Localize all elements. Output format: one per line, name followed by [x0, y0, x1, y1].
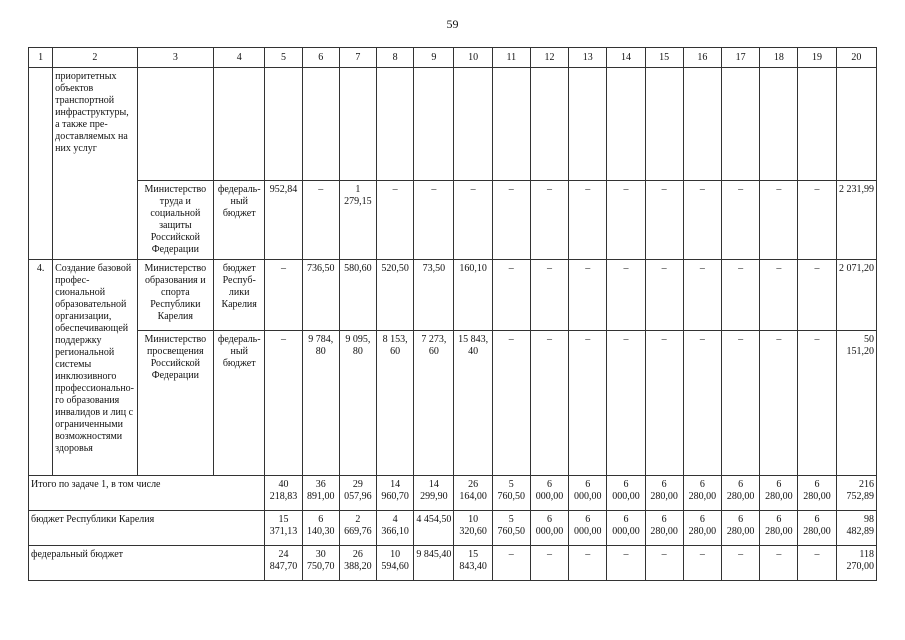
empty-cell — [492, 68, 530, 181]
value-cell: – — [530, 331, 568, 476]
executor-cell: Министерство образования и спорта Республики Карелия — [137, 260, 213, 331]
table-row — [29, 331, 877, 476]
header-cell: 11 — [492, 48, 530, 68]
value-cell: – — [492, 181, 530, 260]
value-cell: 26 388,20 — [339, 546, 376, 581]
value-cell: – — [722, 331, 760, 476]
value-cell: 15 843,40 — [454, 546, 492, 581]
empty-cell — [607, 68, 645, 181]
value-cell: – — [760, 546, 798, 581]
value-cell: – — [569, 546, 607, 581]
value-cell: 736,50 — [302, 260, 339, 331]
value-cell: – — [722, 260, 760, 331]
value-cell: 9 095, 80 — [339, 331, 376, 476]
empty-cell — [569, 68, 607, 181]
value-cell: – — [760, 181, 798, 260]
table-row — [29, 68, 877, 181]
value-cell: 6 000,00 — [530, 511, 568, 546]
header-row — [29, 48, 877, 68]
value-cell: 4 454,50 — [414, 511, 454, 546]
header-cell: 9 — [414, 48, 454, 68]
header-cell: 12 — [530, 48, 568, 68]
value-cell: 6 280,00 — [645, 476, 683, 511]
table-row — [29, 260, 877, 331]
value-cell: – — [722, 181, 760, 260]
value-cell: – — [530, 546, 568, 581]
empty-cell — [798, 68, 836, 181]
value-cell: 15 371,13 — [265, 511, 302, 546]
empty-cell — [339, 68, 376, 181]
header-cell: 1 — [29, 48, 53, 68]
budget-table — [28, 47, 877, 581]
empty-cell — [137, 68, 213, 181]
value-cell: 6 280,00 — [760, 511, 798, 546]
total-label: федеральный бюджет — [29, 546, 265, 581]
header-cell: 10 — [454, 48, 492, 68]
value-cell: – — [414, 181, 454, 260]
value-cell: – — [683, 546, 721, 581]
value-cell: 2 669,76 — [339, 511, 376, 546]
header-cell: 15 — [645, 48, 683, 68]
value-cell: 580,60 — [339, 260, 376, 331]
value-cell: 6 280,00 — [683, 511, 721, 546]
value-cell: – — [645, 546, 683, 581]
value-cell: – — [569, 181, 607, 260]
value-cell: 9 784, 80 — [302, 331, 339, 476]
total-label: бюджет Республики Карелия — [29, 511, 265, 546]
value-cell: 73,50 — [414, 260, 454, 331]
header-cell: 6 — [302, 48, 339, 68]
value-cell: – — [492, 260, 530, 331]
value-cell: 6 280,00 — [722, 511, 760, 546]
source-cell: федераль-ный бюджет — [214, 331, 265, 476]
header-cell: 13 — [569, 48, 607, 68]
header-cell: 4 — [214, 48, 265, 68]
value-cell: 5 760,50 — [492, 511, 530, 546]
value-cell: – — [265, 260, 302, 331]
executor-cell: Министерство труда и социальной защиты Российской Федерации — [137, 181, 213, 260]
value-cell: – — [492, 546, 530, 581]
value-cell: – — [302, 181, 339, 260]
executor-cell: Министерство просвещения Российской Федерации — [137, 331, 213, 476]
header-cell: 19 — [798, 48, 836, 68]
total-row — [29, 511, 877, 546]
value-cell: 30 750,70 — [302, 546, 339, 581]
value-cell: – — [722, 546, 760, 581]
value-cell: 6 280,00 — [798, 511, 836, 546]
empty-cell — [683, 68, 721, 181]
empty-cell — [454, 68, 492, 181]
value-cell: 26 164,00 — [454, 476, 492, 511]
description-cell: Создание базовой профес-сиональной образовательной организации, обеспечивающей поддержку региональной системы инклюзивного профессионально-го образования инвалидов и лиц с ограниченными возможностями здоровья — [53, 260, 137, 476]
value-cell: 14 960,70 — [377, 476, 414, 511]
value-cell: 29 057,96 — [339, 476, 376, 511]
value-cell: 6 280,00 — [760, 476, 798, 511]
empty-cell — [722, 68, 760, 181]
total-row — [29, 476, 877, 511]
num-cell — [29, 68, 53, 260]
num-cell: 4. — [29, 260, 53, 476]
empty-cell — [530, 68, 568, 181]
header-cell: 3 — [137, 48, 213, 68]
page-number: 59 — [446, 17, 459, 31]
value-cell: 40 218,83 — [265, 476, 302, 511]
table-row — [29, 181, 877, 260]
value-cell: 14 299,90 — [414, 476, 454, 511]
value-cell: – — [569, 260, 607, 331]
value-cell: – — [530, 260, 568, 331]
value-cell: – — [607, 546, 645, 581]
value-cell: 50 151,20 — [836, 331, 876, 476]
value-cell: – — [607, 260, 645, 331]
value-cell: – — [798, 181, 836, 260]
value-cell: – — [798, 331, 836, 476]
value-cell: 7 273, 60 — [414, 331, 454, 476]
empty-cell — [302, 68, 339, 181]
header-cell: 20 — [836, 48, 876, 68]
value-cell: 36 891,00 — [302, 476, 339, 511]
empty-cell — [414, 68, 454, 181]
value-cell: 216 752,89 — [836, 476, 876, 511]
empty-cell — [377, 68, 414, 181]
value-cell: – — [798, 260, 836, 331]
value-cell: – — [683, 181, 721, 260]
value-cell: 952,84 — [265, 181, 302, 260]
empty-cell — [265, 68, 302, 181]
value-cell: 160,10 — [454, 260, 492, 331]
header-cell: 17 — [722, 48, 760, 68]
value-cell: – — [265, 331, 302, 476]
header-cell: 5 — [265, 48, 302, 68]
value-cell: – — [645, 260, 683, 331]
header-cell: 14 — [607, 48, 645, 68]
value-cell: 6 000,00 — [530, 476, 568, 511]
value-cell: 15 843, 40 — [454, 331, 492, 476]
value-cell: – — [645, 181, 683, 260]
value-cell: 1 279,15 — [339, 181, 376, 260]
value-cell: 24 847,70 — [265, 546, 302, 581]
value-cell: – — [607, 331, 645, 476]
value-cell: – — [492, 331, 530, 476]
header-cell: 16 — [683, 48, 721, 68]
value-cell: 6 280,00 — [722, 476, 760, 511]
source-cell: бюджет Респуб-лики Карелия — [214, 260, 265, 331]
value-cell: 6 000,00 — [607, 476, 645, 511]
header-cell: 2 — [53, 48, 137, 68]
value-cell: – — [798, 546, 836, 581]
value-cell: – — [683, 331, 721, 476]
source-cell: федераль-ный бюджет — [214, 181, 265, 260]
total-label: Итого по задаче 1, в том числе — [29, 476, 265, 511]
header-cell: 8 — [377, 48, 414, 68]
value-cell: 6 000,00 — [569, 511, 607, 546]
empty-cell — [760, 68, 798, 181]
value-cell: – — [760, 331, 798, 476]
value-cell: 520,50 — [377, 260, 414, 331]
description-cell: приоритетных объектов транспортной инфраструктуры, а также пре-доставляемых на них услуг — [53, 68, 137, 260]
value-cell: – — [569, 331, 607, 476]
value-cell: 9 845,40 — [414, 546, 454, 581]
value-cell: 8 153, 60 — [377, 331, 414, 476]
value-cell: 10 320,60 — [454, 511, 492, 546]
value-cell: 6 280,00 — [798, 476, 836, 511]
value-cell: 5 760,50 — [492, 476, 530, 511]
value-cell: 98 482,89 — [836, 511, 876, 546]
value-cell: 6 280,00 — [683, 476, 721, 511]
header-cell: 7 — [339, 48, 376, 68]
empty-cell — [645, 68, 683, 181]
value-cell: 6 000,00 — [607, 511, 645, 546]
empty-cell — [214, 68, 265, 181]
value-cell: – — [377, 181, 414, 260]
value-cell: 6 000,00 — [569, 476, 607, 511]
value-cell: – — [645, 331, 683, 476]
value-cell: – — [760, 260, 798, 331]
value-cell: – — [454, 181, 492, 260]
empty-cell — [836, 68, 876, 181]
value-cell: 10 594,60 — [377, 546, 414, 581]
value-cell: 6 140,30 — [302, 511, 339, 546]
value-cell: 6 280,00 — [645, 511, 683, 546]
value-cell: 4 366,10 — [377, 511, 414, 546]
header-cell: 18 — [760, 48, 798, 68]
value-cell: – — [607, 181, 645, 260]
total-row — [29, 546, 877, 581]
value-cell: 118 270,00 — [836, 546, 876, 581]
value-cell: 2 071,20 — [836, 260, 876, 331]
value-cell: – — [683, 260, 721, 331]
value-cell: – — [530, 181, 568, 260]
value-cell: 2 231,99 — [836, 181, 876, 260]
